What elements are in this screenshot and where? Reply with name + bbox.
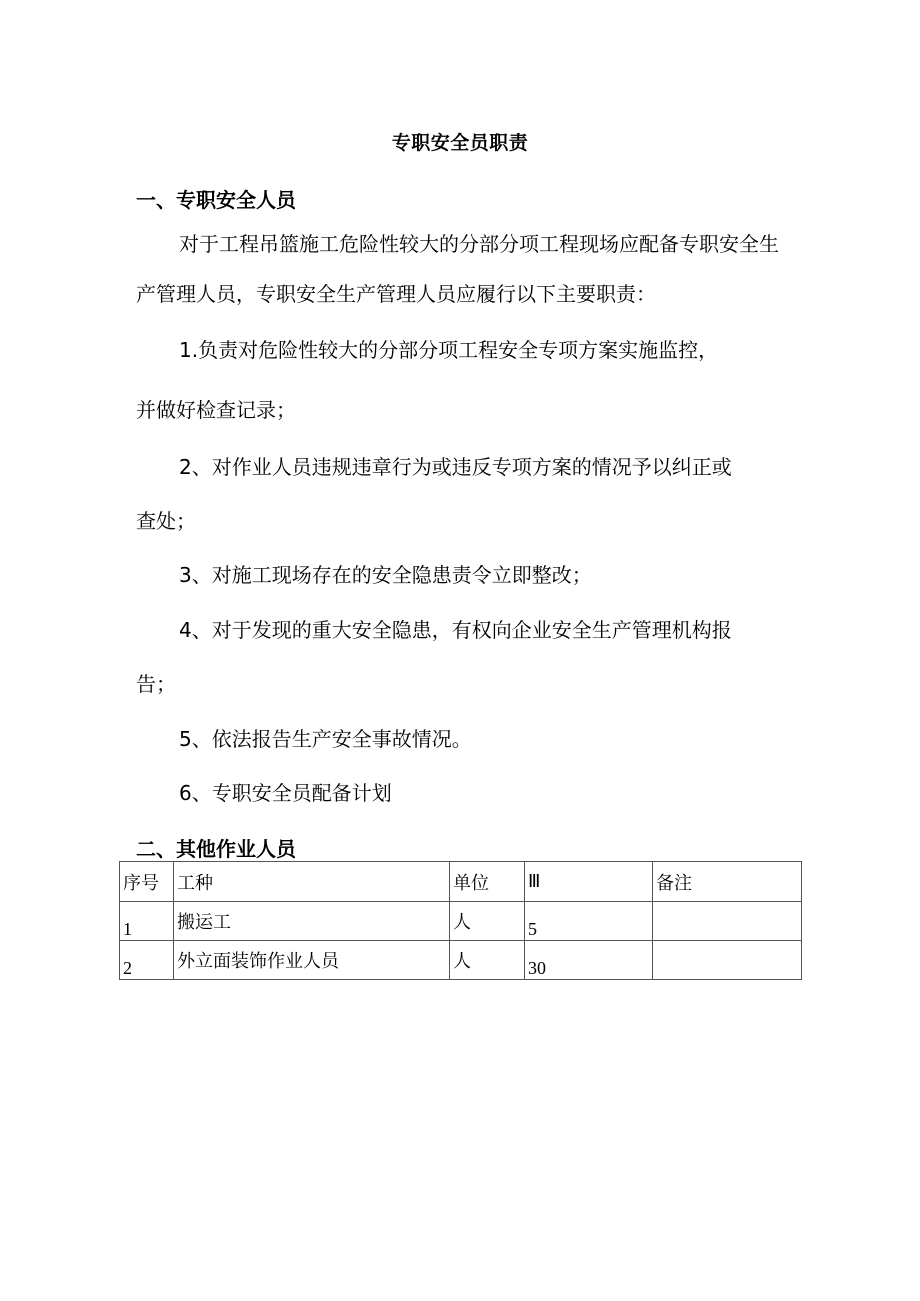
- header-cell-remarks: 备注: [653, 862, 802, 902]
- header-cell-index: 序号: [120, 862, 174, 902]
- header-cell-quantity: Ⅲ: [525, 862, 653, 902]
- page-title: 专职安全员职责: [391, 132, 529, 154]
- duty-item-1-line-2: 并做好检查记录；: [136, 398, 296, 422]
- duty-item-6: 6、专职安全员配备计划: [179, 781, 392, 805]
- duty-item-3: 3、对施工现场存在的安全隐患责令立即整改；: [179, 563, 592, 587]
- section-heading-other-workers: 二、其他作业人员: [136, 837, 296, 861]
- cell-unit: 人: [450, 941, 525, 980]
- cell-index: 2: [120, 941, 174, 980]
- cell-remarks: [653, 941, 802, 980]
- header-cell-trade: 工种: [174, 862, 450, 902]
- duty-item-2-line-1: 2、对作业人员违规违章行为或违反专项方案的情况予以纠正或: [179, 455, 732, 479]
- cell-trade: 搬运工: [174, 902, 450, 941]
- cell-unit: 人: [450, 902, 525, 941]
- table-header-row: [120, 862, 802, 902]
- intro-paragraph-line-1: 对于工程吊篮施工危险性较大的分部分项工程现场应配备专职安全生: [179, 232, 779, 256]
- table-row: [120, 941, 802, 980]
- section-heading-safety-staff: 一、专职安全人员: [136, 188, 296, 212]
- duty-item-2-line-2: 查处；: [136, 509, 196, 533]
- duty-item-4-line-1: 4、对于发现的重大安全隐患，有权向企业安全生产管理机构报: [179, 618, 732, 642]
- cell-quantity: 5: [525, 902, 653, 941]
- duty-item-5: 5、依法报告生产安全事故情况。: [179, 727, 472, 751]
- cell-trade: 外立面装饰作业人员: [174, 941, 450, 980]
- cell-quantity: 30: [525, 941, 653, 980]
- cell-remarks: [653, 902, 802, 941]
- header-cell-unit: 单位: [450, 862, 525, 902]
- duty-item-4-line-2: 告；: [136, 672, 176, 696]
- duty-item-1-line-1: 1.负责对危险性较大的分部分项工程安全专项方案实施监控，: [179, 338, 719, 362]
- staff-table: [119, 861, 802, 980]
- cell-index: 1: [120, 902, 174, 941]
- table-row: [120, 902, 802, 941]
- intro-paragraph-line-2: 产管理人员，专职安全生产管理人员应履行以下主要职责：: [136, 282, 656, 306]
